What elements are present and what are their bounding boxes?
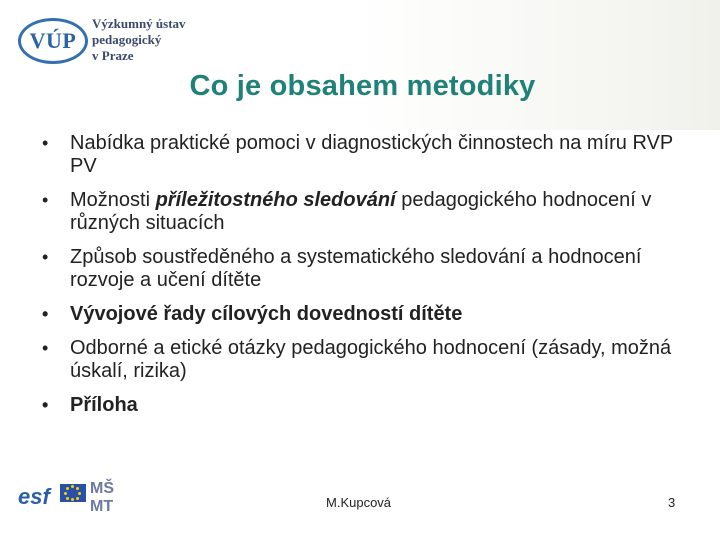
vup-logo xyxy=(18,12,198,68)
bullet-text: Způsob soustředěného a systematického sledování a hodnocení rozvoje a učení dítěte xyxy=(70,246,642,291)
bullet-text: Odborné a etické otázky pedagogického hodnocení (zásady, možná úskalí, rizika) xyxy=(70,337,672,382)
footer-author: M.Kupcová xyxy=(326,495,392,510)
esf-logo: esf xyxy=(18,484,50,509)
bullet-text: Vývojové řady cílových dovedností dítěte xyxy=(70,303,463,325)
bullet-text: Nabídka praktické pomoci v diagnostických činnostech na míru RVP PV xyxy=(70,132,673,177)
logo-line-1: Výzkumný ústav xyxy=(92,16,186,31)
slide-title: Co je obsahem metodiky xyxy=(189,70,536,102)
bullet-item-4 xyxy=(42,303,682,326)
logo-line-3: v Praze xyxy=(92,48,134,63)
bullet-item-5 xyxy=(42,337,682,383)
bullet-icon: • xyxy=(42,247,49,267)
bullet-text: Možnosti xyxy=(70,189,156,211)
eu-flag-icon xyxy=(60,484,86,502)
bullet-item-2 xyxy=(42,189,682,235)
bullet-item-1 xyxy=(42,132,682,178)
bullet-list xyxy=(42,132,682,428)
bullet-icon: • xyxy=(42,190,49,210)
vup-logo-text xyxy=(92,16,186,64)
bullet-item-6 xyxy=(42,394,682,417)
bullet-text: Příloha xyxy=(70,394,138,416)
bullet-icon: • xyxy=(42,304,49,324)
bullet-text-rest: pedagogického hodnocení v různých situacích xyxy=(70,189,652,234)
bullet-icon: • xyxy=(42,395,49,415)
msmt-logo-line-1: MŠ xyxy=(90,480,114,497)
header-background xyxy=(360,0,720,130)
bullet-icon: • xyxy=(42,133,49,153)
msmt-logo-line-2: MT xyxy=(90,498,114,515)
bullet-highlight: příležitostného sledování xyxy=(155,189,396,211)
bullet-item-3 xyxy=(42,246,682,292)
footer-logos xyxy=(18,478,138,522)
bullet-icon: • xyxy=(42,338,49,358)
logo-line-2: pedagogický xyxy=(92,32,162,47)
msmt-logo xyxy=(90,480,136,518)
page-number: 3 xyxy=(668,495,676,510)
vup-logo-mark: VÚP xyxy=(18,18,88,64)
